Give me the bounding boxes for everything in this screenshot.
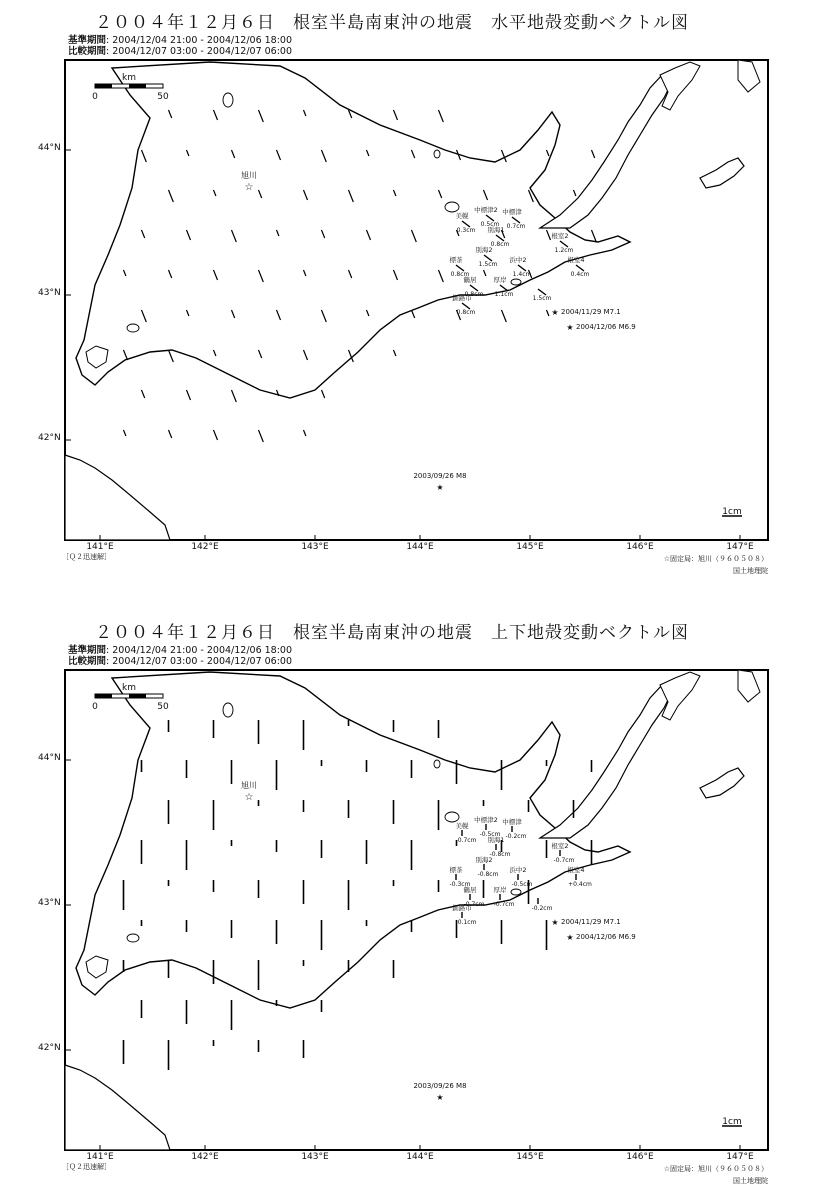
epicenter-star-icon: ★ [551,308,559,317]
displacement-vector [547,310,549,316]
station-name: 厚岸 [493,886,507,894]
scale-min: 0 [92,702,98,712]
displacement-vector [124,430,126,436]
epicenter-label: 2004/12/06 M6.9 [576,323,636,331]
epicenter-label: 2003/09/26 M8 [413,1082,467,1090]
organization-footnote: 国土地理院 [733,1177,768,1185]
displacement-vector [592,150,595,158]
station-value: -0.1cm [455,919,477,926]
station-value: 1.4cm [512,271,532,278]
vector-scale-label: 1cm [722,507,742,517]
reference-station-note: ☆固定局：旭川（９６０５０８） [663,1165,768,1173]
station-value: -0.7cm [463,901,485,908]
longitude-label: 144°E [406,1152,434,1162]
fixed-station-star-icon: ☆ [244,792,254,803]
station-value: -0.8cm [489,851,511,858]
fixed-station-star-icon: ☆ [244,182,254,193]
station-name: 別海1 [487,836,505,844]
vertical-vector-map [0,610,817,1200]
organization-footnote: 国土地理院 [733,567,768,575]
honshu-coastline [65,455,170,540]
epicenter-star-icon: ★ [566,933,574,942]
epicenter-star-icon: ★ [436,1093,444,1102]
station-value: 0.4cm [570,271,590,278]
station-name: 別海2 [475,856,493,864]
station-name: 根室4 [567,256,585,264]
station-value: 0.5cm [480,221,500,228]
displacement-vector [322,390,325,398]
kunashiri-coastline [700,768,744,798]
station-name: 鶴居 [463,886,477,894]
vector-scale-label: 1cm [722,1117,742,1127]
station-name: 中標津 [502,818,522,826]
station-value: -0.7cm [455,837,477,844]
shiretoko-coastline [540,685,672,838]
map-title: ２００４年１２月６日 根室半島南東沖の地震 水平地殻変動ベクトル図 [95,13,689,33]
scale-unit: km [122,683,136,693]
island-outline [738,670,760,702]
epicenter-label: 2003/09/26 M8 [413,472,467,480]
latitude-label: 42°N [38,1043,61,1053]
station-value: -0.3cm [449,881,471,888]
longitude-label: 145°E [516,542,544,552]
longitude-label: 141°E [86,542,114,552]
longitude-label: 147°E [726,1152,754,1162]
station-name: 別海1 [487,226,505,234]
longitude-label: 146°E [626,542,654,552]
compare-period: 比較期間: 2004/12/07 03:00 - 2004/12/07 06:00 [68,656,293,667]
latitude-label: 44°N [38,143,61,153]
station-name: 標茶 [449,256,463,264]
displacement-vector [232,390,237,402]
quick-solution-note: ［Ｑ２迅速解］ [62,1163,111,1171]
scale-max: 50 [157,702,169,712]
displacement-vector [394,110,398,120]
scale-max: 50 [157,92,169,102]
station-name: 鶴居 [463,276,477,284]
map-title: ２００４年１２月６日 根室半島南東沖の地震 上下地殻変動ベクトル図 [95,623,689,643]
epicenter-star-icon: ★ [566,323,574,332]
station-name: 中標津2 [474,816,498,824]
station-value: 1.5cm [478,261,498,268]
station-value: 0.8cm [450,271,470,278]
displacement-vector [187,390,191,400]
station-value: 1.5cm [532,295,552,302]
honshu-coastline [65,1065,170,1150]
station-value: -0.5cm [511,881,533,888]
station-name: 美幌 [455,822,469,830]
station-name: 厚岸 [493,276,507,284]
station-name: 中標津 [502,208,522,216]
kunashiri-coastline [700,158,744,188]
displacement-vector [439,110,444,122]
longitude-label: 142°E [191,1152,219,1162]
displacement-vector [259,430,264,442]
fixed-station-label: 旭川 [241,781,257,790]
longitude-label: 142°E [191,542,219,552]
station-value: 1.2cm [554,247,574,254]
station-value: -0.7cm [553,857,575,864]
displacement-vector [169,350,174,362]
longitude-label: 147°E [726,542,754,552]
base-period: 基準期間: 2004/12/04 21:00 - 2004/12/06 18:00 [68,645,293,656]
epicenter-star-icon: ★ [551,918,559,927]
longitude-label: 144°E [406,542,434,552]
station-name: 標茶 [449,866,463,874]
latitude-label: 44°N [38,753,61,763]
etorofu-coastline [660,672,700,720]
displacement-vector [214,430,218,440]
station-name: 別海2 [475,246,493,254]
displacement-vector [169,430,172,438]
scale-bar-segment [129,84,146,88]
island-outline [738,60,760,92]
station-name: 浜中2 [509,866,527,874]
station-value: +0.4cm [568,881,592,888]
station-name: 浜中2 [509,256,527,264]
displacement-vector [412,310,415,318]
epicenter-label: 2004/12/06 M6.9 [576,933,636,941]
station-name: 中標津2 [474,206,498,214]
displacement-vector [592,230,597,242]
scale-bar-segment [95,84,112,88]
epicenter-star-icon: ★ [436,483,444,492]
displacement-vector [574,190,576,196]
longitude-label: 143°E [301,542,329,552]
station-value: -0.5cm [479,831,501,838]
station-name: 美幌 [455,212,469,220]
displacement-vector [142,390,145,398]
scale-unit: km [122,73,136,83]
shiretoko-coastline [540,75,672,228]
base-period: 基準期間: 2004/12/04 21:00 - 2004/12/06 18:00 [68,35,293,46]
latitude-label: 43°N [38,898,61,908]
fixed-station-label: 旭川 [241,171,257,180]
station-name: 釧路市 [452,294,472,302]
station-name: 根室2 [551,842,569,850]
station-name: 釧路市 [452,904,472,912]
station-value: -0.2cm [531,905,553,912]
station-value: -0.8cm [477,871,499,878]
station-value: 0.8cm [490,241,510,248]
scale-bar-segment [95,694,112,698]
longitude-label: 141°E [86,1152,114,1162]
scale-min: 0 [92,92,98,102]
station-value: -0.2cm [505,833,527,840]
scale-bar-segment [129,694,146,698]
station-value: -0.7cm [493,901,515,908]
station-value: 1.1cm [494,291,514,298]
station-value: 0.3cm [456,227,476,234]
quick-solution-note: ［Ｑ２迅速解］ [62,553,111,561]
station-value: 0.7cm [506,223,526,230]
epicenter-label: 2004/11/29 M7.1 [561,918,621,926]
longitude-label: 146°E [626,1152,654,1162]
reference-station-note: ☆固定局：旭川（９６０５０８） [663,555,768,563]
displacement-vector [304,430,306,436]
longitude-label: 145°E [516,1152,544,1162]
etorofu-coastline [660,62,700,110]
epicenter-label: 2004/11/29 M7.1 [561,308,621,316]
station-name: 根室2 [551,232,569,240]
latitude-label: 42°N [38,433,61,443]
compare-period: 比較期間: 2004/12/07 03:00 - 2004/12/07 06:00 [68,46,293,57]
displacement-vector [502,310,507,322]
longitude-label: 143°E [301,1152,329,1162]
station-value: 0.8cm [456,309,476,316]
station-name: 根室4 [567,866,585,874]
displacement-vector [394,350,396,356]
latitude-label: 43°N [38,288,61,298]
station-value: 0.8cm [464,291,484,298]
vertical-map-panel [0,610,817,1200]
